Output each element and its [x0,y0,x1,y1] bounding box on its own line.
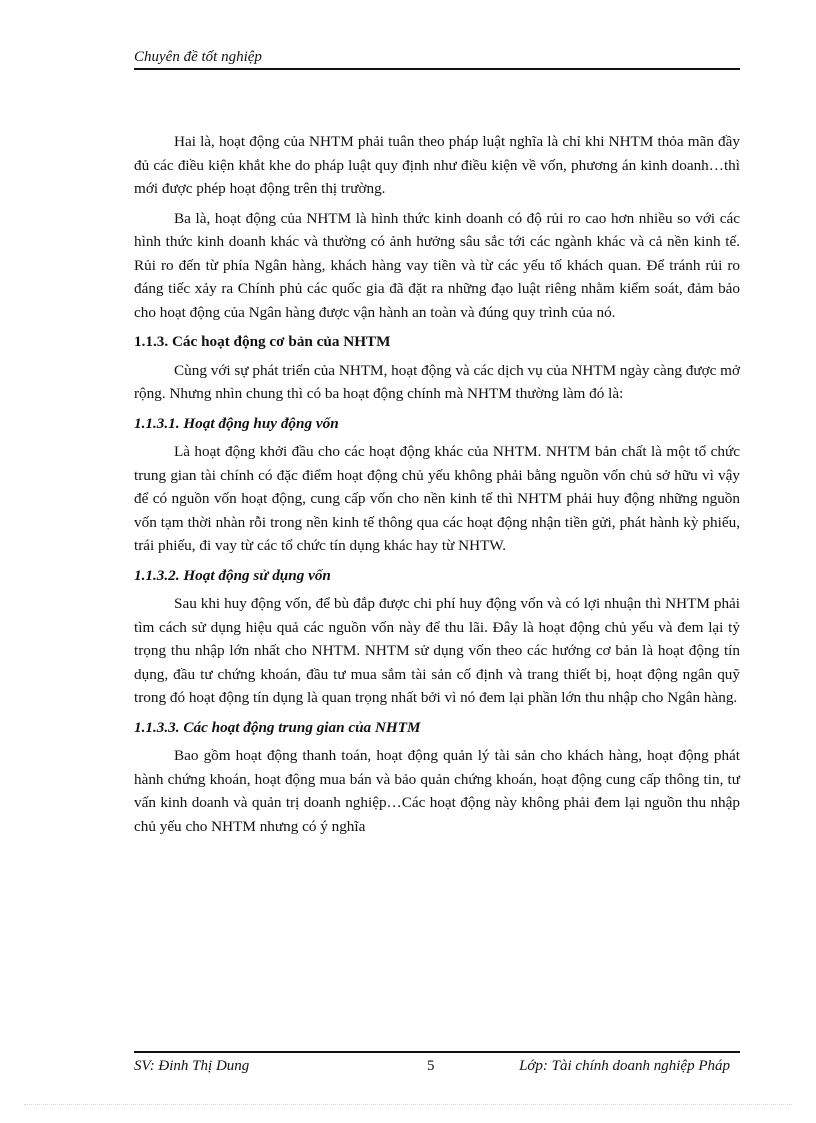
running-footer [134,1055,740,1077]
footer-class-name: Lớp: Tài chính doanh nghiệp Pháp [519,1058,730,1074]
footer-rule [134,1051,740,1053]
footer-student-name: SV: Đinh Thị Dung [134,1058,250,1074]
paragraph-huy-dong-von: Là hoạt động khởi đầu cho các hoạt động khác của NHTM. NHTM bản chất là một tổ chức trung gian tài chính có đặc điểm hoạt động chủ yếu không phải bằng nguồn vốn chủ sở hữu vì vậy để có nguồn vốn hoạt động, cung cấp vốn cho nền kinh tế thì NHTM phải huy động những nguồn vốn tạm thời nhàn rỗi trong nền kinh tế thông qua các hoạt động nhận tiền gửi, phát hành kỳ phiếu, trái phiếu, đi vay từ các tổ chức tín dụng khác hay từ NHTW. [134,443,740,554]
section-heading-1-1-3: 1.1.3. Các hoạt động cơ bản của NHTM [134,333,391,350]
paragraph-trung-gian: Bao gồm hoạt động thanh toán, hoạt động quản lý tài sản cho khách hàng, hoạt động phát hành chứng khoán, hoạt động mua bán và bảo quản chứng khoán, hoạt động cung cấp thông tin, tư vấn kinh doanh và quản trị doanh nghiệp…Các hoạt động này không phải đem lại nguồn thu nhập chủ yếu cho NHTM nhưng có ý nghĩa [134,747,740,835]
paragraph-hai-la: Hai là, hoạt động của NHTM phải tuân theo pháp luật nghĩa là chỉ khi NHTM thỏa mãn đầy đủ các điều kiện khắt khe do pháp luật quy định như điều kiện về vốn, phương án kinh doanh…thì mới được phép hoạt động trên thị trường. [134,133,740,197]
subsection-heading-1-1-3-1: 1.1.3.1. Hoạt động huy động vốn [134,414,339,432]
document-body [134,130,740,838]
subsection-heading-1-1-3-2: 1.1.3.2. Hoạt động sử dụng vốn [134,566,331,584]
page-edge-dotted-line [24,1104,792,1105]
page-number: 5 [427,1058,435,1074]
paragraph-intro-activities: Cùng với sự phát triển của NHTM, hoạt động và các dịch vụ của NHTM ngày càng được mở rộng. Nhưng nhìn chung thì có ba hoạt động chính mà NHTM thường làm đó là: [134,361,740,402]
header-rule [134,68,740,70]
paragraph-ba-la: Ba là, hoạt động của NHTM là hình thức kinh doanh có độ rủi ro cao hơn nhiều so với các hình thức kinh doanh khác và thường có ảnh hưởng sâu sắc tới các ngành khác và cả nền kinh tế. Rủi ro đến từ phía Ngân hàng, khách hàng vay tiền và từ các yếu tố khách quan. Để tránh rủi ro đáng tiếc xảy ra Chính phủ các quốc gia đã đặt ra những đạo luật riêng nhằm kiểm soát, đảm bảo cho hoạt động của Ngân hàng được vận hành an toàn và đúng quy trình của nó. [134,209,740,321]
running-header: Chuyên đề tốt nghiệp [134,49,262,65]
subsection-heading-1-1-3-3: 1.1.3.3. Các hoạt động trung gian của NHTM [134,718,421,736]
paragraph-su-dung-von: Sau khi huy động vốn, để bù đắp được chi phí huy động vốn và có lợi nhuận thì NHTM phải tìm cách sử dụng hiệu quả các nguồn vốn này để thu lãi. Đây là hoạt động chủ yếu và đem lại tỷ trọng thu nhập lớn nhất cho NHTM. NHTM sử dụng vốn theo các hướng cơ bản là hoạt động tín dụng, đầu tư chứng khoán, đầu tư mua sắm tài sản cố định và trang thiết bị, hoạt động ngân quỹ trong đó hoạt động tín dụng là quan trọng nhất bởi vì nó đem lại phần lớn thu nhập cho Ngân hàng. [134,595,740,706]
